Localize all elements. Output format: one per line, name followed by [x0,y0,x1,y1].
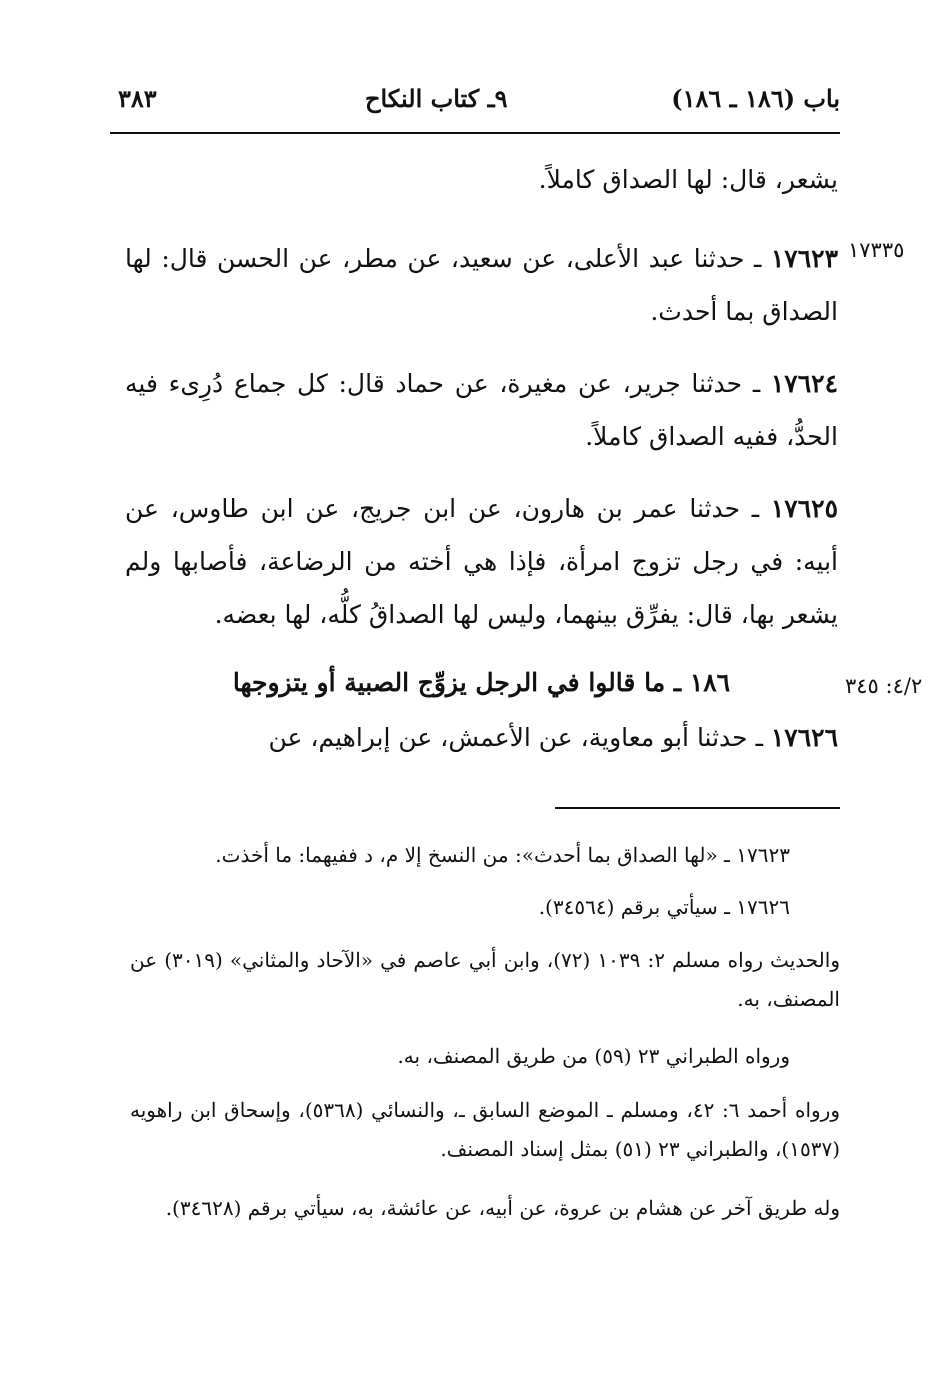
margin-ref-2: ٤/٢: ٣٤٥ [845,674,923,698]
hadith-number: ١٧٦٢٥ [770,494,838,523]
footnote-3: والحديث رواه مسلم ٢: ١٠٣٩ (٧٢)، وابن أبي عاصم في «الآحاد والمثاني» (٣٠١٩) عن المصنف، به. [130,948,840,1011]
hadith-number: ١٧٦٢٤ [770,369,838,398]
footnote-rule [555,807,840,809]
paragraph-text: يشعر، قال: لها الصداق كاملاً. [538,165,838,194]
hadith-17626 [125,711,838,764]
header-book-title: ٩ـ كتاب النكاح [365,84,508,113]
hadith-text: ـ حدثنا أبو معاوية، عن الأعمش، عن إبراهيم، عن [268,723,771,752]
hadith-text: ـ حدثنا عمر بن هارون، عن ابن جريج، عن ابن طاوس، عن أبيه: في رجل تزوج امرأة، فإذا هي أخته من الرضاعة، فأصابها ولم يشعر بها، قال: يفرِّق بينهما، وليس لها الصداقُ كلُّه، لها بعضه. [125,494,838,629]
hadith-17625 [125,482,838,641]
header-chapter: باب (١٨٦ ـ ١٨٦) [671,84,840,113]
footnote-5: ورواه أحمد ٦: ٤٢، ومسلم ـ الموضع السابق ـ، والنسائي (٥٣٦٨)، وإسحاق ابن راهويه (١٥٣٧)، والطبراني ٢٣ (٥١) بمثل إسناد المصنف. [130,1098,840,1161]
continuation-paragraph [125,153,838,206]
section-title: ١٨٦ ـ ما قالوا في الرجل يزوِّج الصبية أو يتزوجها [232,668,731,697]
hadith-text: ـ حدثنا جرير، عن مغيرة، عن حماد قال: كل جماع دُرِىء فيه الحدُّ، ففيه الصداق كاملاً. [125,369,838,451]
footnote-6: وله طريق آخر عن هشام بن عروة، عن أبيه، عن عائشة، به، سيأتي برقم (٣٤٦٢٨). [165,1196,840,1220]
hadith-17624 [125,357,838,463]
margin-ref-1: ١٧٣٣٥ [848,238,905,262]
hadith-number: ١٧٦٢٣ [770,244,838,273]
footnote-4: ورواه الطبراني ٢٣ (٥٩) من طريق المصنف، به. [397,1044,790,1068]
header-rule [110,132,840,134]
hadith-17623 [125,232,838,338]
footnote-2: ١٧٦٢٦ ـ سيأتي برقم (٣٤٥٦٤). [538,895,790,919]
hadith-text: ـ حدثنا عبد الأعلى، عن سعيد، عن مطر، عن الحسن قال: لها الصداق بما أحدث. [125,244,838,326]
hadith-number: ١٧٦٢٦ [770,723,838,752]
footnote-1: ١٧٦٢٣ ـ «لها الصداق بما أحدث»: من النسخ إلا م، د ففيهما: ما أخذت. [215,843,790,867]
header-page-number: ٣٨٣ [118,84,157,113]
